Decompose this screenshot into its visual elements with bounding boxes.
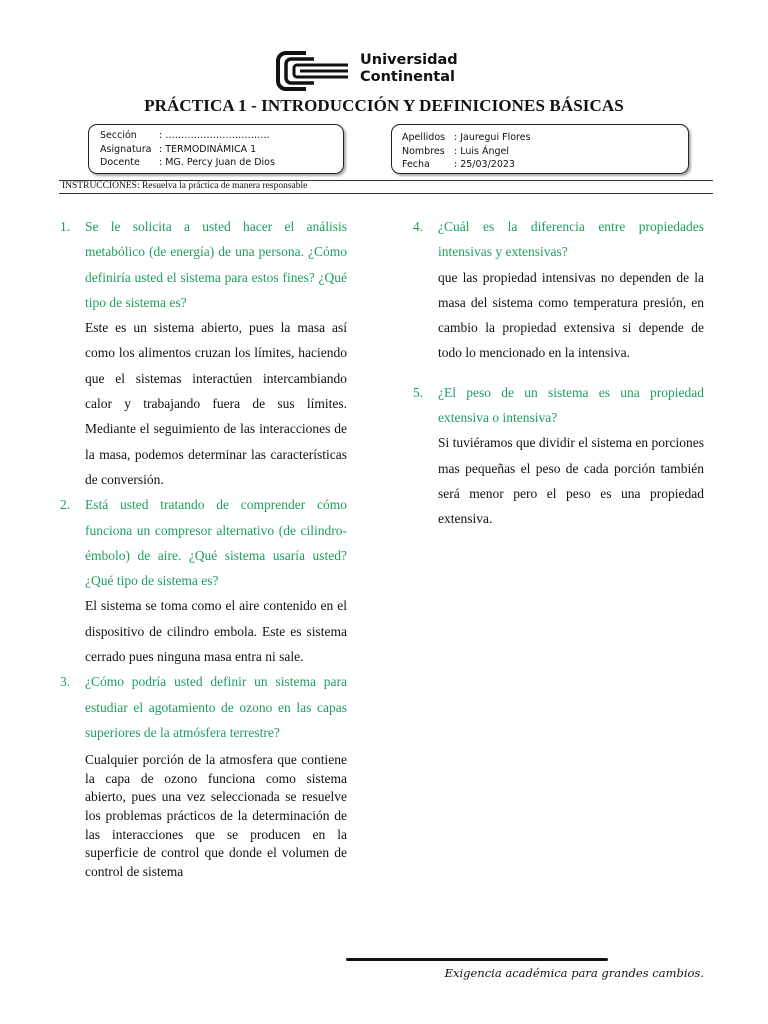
info-value: : 25/03/2023 (454, 159, 515, 170)
question-number: 5. (413, 384, 424, 400)
student-info-box (391, 124, 689, 174)
info-label: Fecha (402, 159, 430, 170)
question-text: ¿El peso de un sistema es una propiedad extensiva o intensiva? (438, 384, 704, 426)
question-3 (60, 669, 347, 745)
question-number: 1. (60, 219, 71, 234)
info-value: : …………………………… (159, 130, 270, 141)
info-value: : MG. Percy Juan de Dios (159, 157, 275, 168)
footer-slogan: Exigencia académica para grandes cambios. (444, 966, 704, 980)
info-label: Asignatura (100, 143, 152, 155)
info-label: Apellidos (402, 132, 446, 143)
question-text: Se le solicita a usted hacer el análisis metabólico (de energía) de una persona. ¿Cómo definiría usted el sistema para estos fines? ¿Qué tipo de sistema es? (85, 219, 347, 310)
universidad-continental-logo-icon (276, 50, 352, 92)
answer-1: Este es un sistema abierto, pues la masa así como los alimentos cruzan los límites, haciendo que el sistemas interactúen intercambiando calor y trabajando fuera de sus límites. Mediante el seguimiento de las interacciones de la masa, podemos determinar las características de conversión. (85, 320, 347, 487)
university-name-line2: Continental (360, 69, 455, 85)
info-label: Nombres (402, 145, 445, 157)
answer-3: Cualquier porción de la atmosfera que contiene la capa de ozono funciona como sistema abierto, pues una vez seleccionada se resuelve los problemas prácticos de la determinación de las interacciones que se producen en la superficie de control que donde el volumen de control de sistema (85, 752, 347, 879)
question-text: Está usted tratando de comprender cómo funciona un compresor alternativo (de cilindro-émbolo) de aire. ¿Qué sistema usaría usted? ¿Qué tipo de sistema es? (85, 497, 347, 589)
university-logo (276, 50, 466, 92)
info-value: : Luis Ángel (454, 145, 510, 157)
info-label: Sección (100, 130, 137, 141)
answer-5: Si tuviéramos que dividir el sistema en porciones mas pequeñas el peso de cada porción también será menor pero el peso es una propiedad extensiva. (438, 435, 704, 527)
info-value: : Jauregui Flores (454, 132, 531, 143)
left-column (60, 214, 347, 881)
university-name (360, 52, 458, 86)
info-label: Docente (100, 157, 140, 168)
answer-4: que las propiedad intensivas no dependen de la masa del sistema como temperatura presión, en cambio la propiedad extensiva si depende de todo lo mencionado en la intensiva. (438, 269, 704, 361)
question-1 (60, 214, 347, 315)
question-text: ¿Cuál es la diferencia entre propiedades intensivas y extensivas? (438, 219, 704, 260)
university-name-line1: Universidad (360, 52, 458, 68)
answer-2: El sistema se toma como el aire contenido en el dispositivo de cilindro embola. Este es sistema cerrado pues ninguna masa entra ni sale. (85, 598, 347, 665)
question-number: 4. (413, 219, 424, 234)
course-info-box (88, 124, 344, 174)
question-4 (413, 214, 704, 265)
info-value: : TERMODINÁMICA 1 (159, 143, 257, 155)
question-5 (413, 380, 704, 431)
question-number: 2. (60, 497, 71, 513)
question-text: ¿Cómo podría usted definir un sistema para estudiar el agotamiento de ozono en las capas superiores de la atmósfera terrestre? (85, 674, 347, 740)
instructions-bottom-rule (59, 193, 713, 194)
right-column (413, 214, 704, 532)
question-2 (60, 492, 347, 593)
instructions-text: INSTRUCCIONES: Resuelva la práctica de manera responsable (62, 181, 308, 191)
page-title: PRÁCTICA 1 - INTRODUCCIÓN Y DEFINICIONES BÁSICAS (144, 96, 624, 115)
question-number: 3. (60, 674, 71, 690)
footer-rule (346, 958, 608, 961)
